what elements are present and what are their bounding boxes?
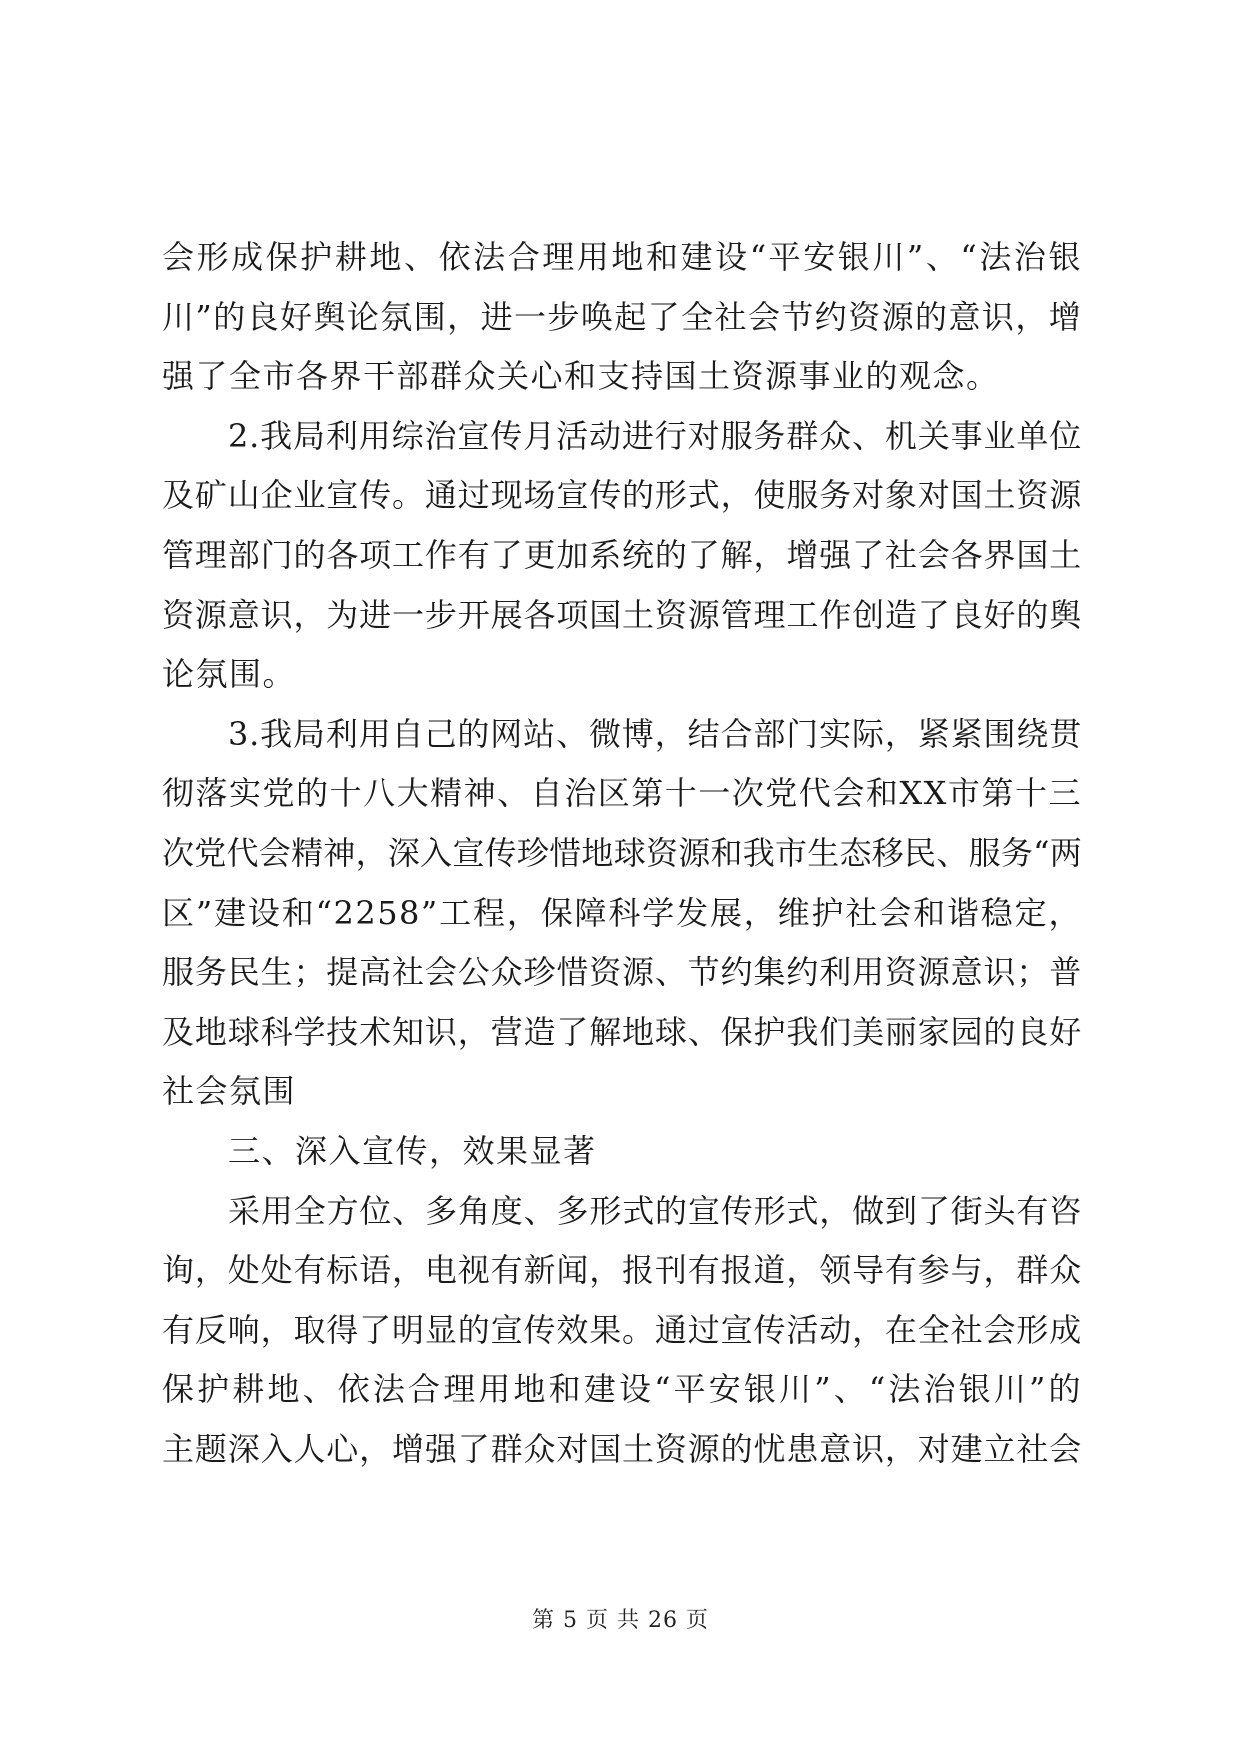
text-line: 3.我局利用自己的网站、微博，结合部门实际，紧紧围绕贯 bbox=[228, 714, 1082, 753]
text-line: 管理部门的各项工作有了更加系统的了解，增强了社会各界国土 bbox=[162, 535, 1082, 574]
text-line: 彻落实党的十八大精神、自治区第十一次党代会和XX市第十三 bbox=[162, 774, 1082, 813]
text-line: 服务民生；提高社会公众珍惜资源、节约集约利用资源意识；普 bbox=[162, 953, 1082, 992]
page-footer: 第 5 页 共 26 页 bbox=[532, 1608, 709, 1633]
text-line: 区”建设和“2258”工程，保障科学发展，维护社会和谐稳定， bbox=[162, 893, 1082, 932]
text-line: 保护耕地、依法合理用地和建设“平安银川”、“法治银川”的 bbox=[162, 1370, 1082, 1409]
text-line: 2.我局利用综治宣传月活动进行对服务群众、机关事业单位 bbox=[228, 416, 1082, 455]
text-line: 论氛围。 bbox=[162, 655, 297, 694]
text-line: 强了全市各界干部群众关心和支持国土资源事业的观念。 bbox=[162, 357, 1000, 396]
text-line: 会形成保护耕地、依法合理用地和建设“平安银川”、“法治银 bbox=[162, 238, 1082, 276]
text-line: 及地球科学技术知识，营造了解地球、保护我们美丽家园的良好 bbox=[162, 1012, 1082, 1051]
text-line: 川”的良好舆论氛围，进一步唤起了全社会节约资源的意识，增 bbox=[162, 297, 1082, 336]
text-line: 社会氛围 bbox=[162, 1072, 297, 1111]
text-line: 三、深入宣传，效果显著 bbox=[228, 1131, 597, 1170]
body-text bbox=[162, 228, 1082, 1479]
text-line: 采用全方位、多角度、多形式的宣传形式，做到了街头有咨 bbox=[228, 1191, 1082, 1230]
text-line: 主题深入人心，增强了群众对国土资源的忧患意识，对建立社会 bbox=[162, 1429, 1082, 1468]
text-line: 有反响，取得了明显的宣传效果。通过宣传活动，在全社会形成 bbox=[162, 1310, 1082, 1349]
text-line: 询，处处有标语，电视有新闻，报刊有报道，领导有参与，群众 bbox=[162, 1251, 1082, 1290]
text-line: 次党代会精神，深入宣传珍惜地球资源和我市生态移民、服务“两 bbox=[162, 833, 1082, 872]
text-line: 资源意识，为进一步开展各项国土资源管理工作创造了良好的舆 bbox=[162, 595, 1082, 634]
text-line: 及矿山企业宣传。通过现场宣传的形式，使服务对象对国土资源 bbox=[162, 476, 1082, 515]
